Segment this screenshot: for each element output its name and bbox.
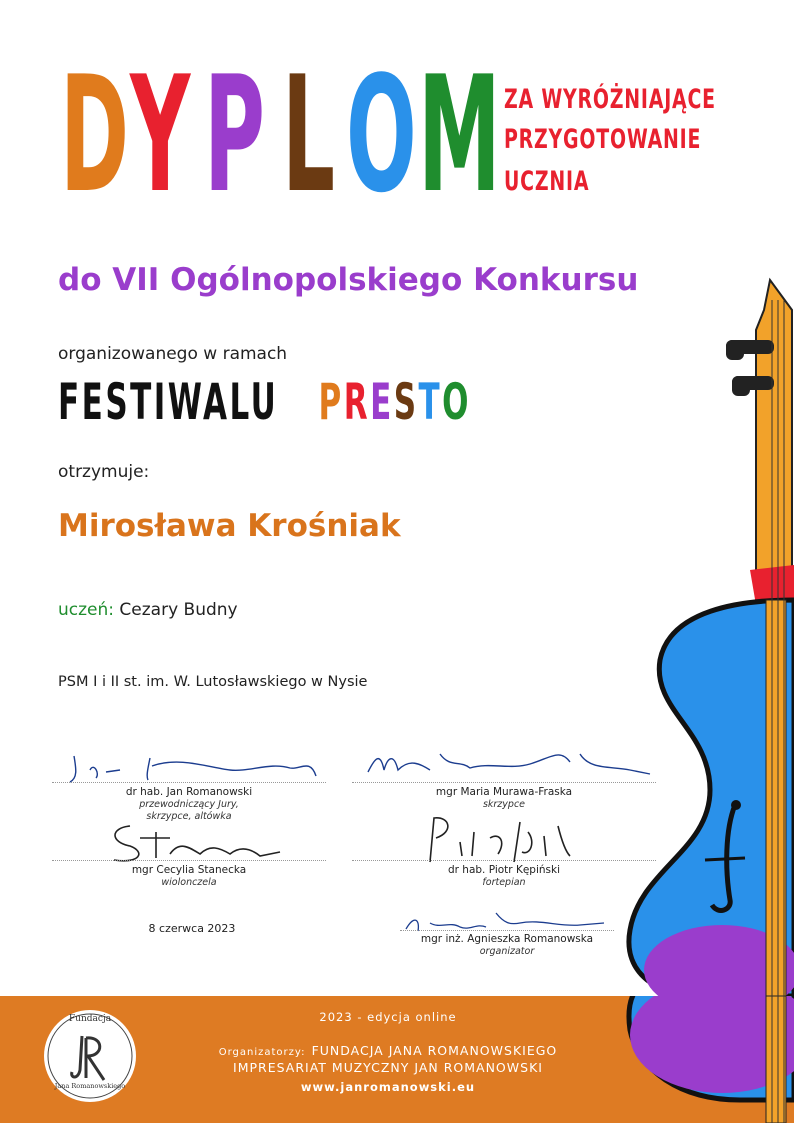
- organized-text: organizowanego w ramach: [58, 344, 288, 364]
- organizers-label: Organizatorzy:: [218, 1047, 306, 1058]
- signer-1-name: dr hab. Jan Romanowski: [125, 786, 253, 798]
- signer-5-name: mgr inż. Agnieszka Romanowska: [420, 933, 594, 945]
- festival-name: [58, 372, 471, 432]
- website-link[interactable]: www.janromanowski.eu: [300, 1080, 476, 1094]
- logo-top-text: Fundacja: [68, 1014, 112, 1024]
- signature-line-3: [52, 860, 326, 861]
- title-letter-o: O: [346, 41, 417, 228]
- festival-letter-t: T: [418, 373, 443, 431]
- festival-letter-s: S: [393, 373, 419, 431]
- organizers-line: [190, 1040, 586, 1059]
- festival-letter-p: P: [318, 373, 344, 431]
- school-name: PSM I i II st. im. W. Lutosławskiego w Nysie: [58, 674, 368, 690]
- signer-4-role: fortepian: [482, 877, 526, 888]
- festival-letter-r: R: [343, 373, 371, 431]
- diploma-date: 8 czerwca 2023: [148, 922, 236, 935]
- logo-bottom-text: Jana Romanowskiego: [54, 1082, 126, 1090]
- edition-text: 2023 - edycja online: [319, 1010, 457, 1024]
- organizer-1: FUNDACJA JANA ROMANOWSKIEGO: [311, 1043, 558, 1058]
- subtitle-line-3: UCZNIA: [504, 166, 590, 197]
- student-name: Cezary Budny: [119, 600, 238, 620]
- signature-2: [360, 740, 660, 785]
- signature-line-5: [400, 930, 614, 931]
- organizer-2: IMPRESARIAT MUZYCZNY JAN ROMANOWSKI: [233, 1060, 543, 1075]
- subtitle-line-2: PRZYGOTOWANIE: [504, 124, 702, 155]
- signature-line-1: [52, 782, 326, 783]
- signer-1-role: przewodniczący Jury,: [139, 799, 239, 810]
- violin-base: [560, 996, 794, 1123]
- title-letter-y: Y: [130, 41, 191, 228]
- title-letter-m: M: [418, 41, 501, 228]
- diploma-title: [60, 41, 501, 228]
- signer-2-role: skrzypce: [482, 799, 526, 810]
- subtitle-line-1: ZA WYRÓŻNIAJĄCE: [504, 84, 716, 115]
- student-line: [58, 600, 238, 620]
- signature-4: [410, 812, 590, 867]
- signature-line-4: [352, 860, 656, 861]
- signer-5-role: organizator: [479, 946, 535, 957]
- student-label: uczeń:: [58, 600, 115, 620]
- signer-3-name: mgr Cecylia Stanecka: [131, 864, 247, 876]
- signer-3-role: wiolonczela: [161, 877, 217, 888]
- signer-1-role-2: skrzypce, altówka: [146, 811, 232, 822]
- festival-letter-o: O: [442, 373, 471, 431]
- signer-2-name: mgr Maria Murawa-Fraska: [435, 786, 573, 798]
- title-letter-p: P: [204, 41, 265, 228]
- festival-letter-e: E: [370, 373, 394, 431]
- recipient-name: Mirosława Krośniak: [58, 508, 401, 544]
- competition-name: do VII Ogólnopolskiego Konkursu: [58, 262, 639, 298]
- signer-4-name: dr hab. Piotr Kępiński: [447, 864, 560, 876]
- signature-line-2: [352, 782, 656, 783]
- festival-word: FESTIWALU: [58, 373, 279, 431]
- title-letter-l: L: [282, 41, 336, 228]
- title-letter-d: D: [60, 41, 130, 228]
- receives-label: otrzymuje:: [58, 462, 150, 482]
